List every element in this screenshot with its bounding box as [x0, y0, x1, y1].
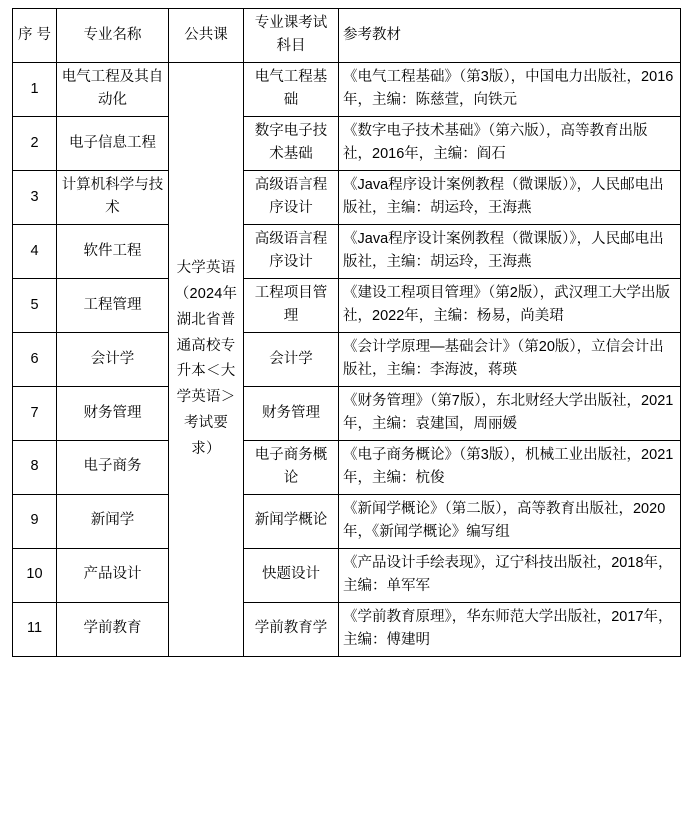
table-row: [13, 440, 681, 494]
cell-textbook: 《Java程序设计案例教程（微课版）》，人民邮电出版社，主编：胡运玲，王海燕: [339, 224, 681, 278]
cell-public-course: 大学英语（2024年湖北省普通高校专升本＜大学英语＞考试要求）: [169, 62, 244, 656]
cell-exam-subject: 电气工程基础: [244, 62, 339, 116]
cell-major-name: 电气工程及其自动化: [57, 62, 169, 116]
cell-exam-subject: 新闻学概论: [244, 494, 339, 548]
cell-major-name: 电子商务: [57, 440, 169, 494]
table-row: [13, 548, 681, 602]
cell-index: 9: [13, 494, 57, 548]
table-row: [13, 386, 681, 440]
column-header-subject: 专业课考试科目: [244, 9, 339, 63]
cell-textbook: 《电气工程基础》（第3版），中国电力出版社，2016年，主编：陈慈萱，向铁元: [339, 62, 681, 116]
cell-exam-subject: 高级语言程序设计: [244, 224, 339, 278]
cell-exam-subject: 数字电子技术基础: [244, 116, 339, 170]
table-header-row: [13, 9, 681, 63]
cell-exam-subject: 快题设计: [244, 548, 339, 602]
majors-exam-subjects-table: [12, 8, 681, 657]
cell-index: 10: [13, 548, 57, 602]
table-row: [13, 224, 681, 278]
cell-textbook: 《财务管理》（第7版），东北财经大学出版社，2021年，主编：袁建国，周丽媛: [339, 386, 681, 440]
cell-textbook: 《会计学原理—基础会计》（第20版），立信会计出版社，主编：李海波，蒋瑛: [339, 332, 681, 386]
cell-exam-subject: 学前教育学: [244, 602, 339, 656]
cell-index: 1: [13, 62, 57, 116]
cell-index: 11: [13, 602, 57, 656]
cell-textbook: 《电子商务概论》（第3版），机械工业出版社，2021年，主编：杭俊: [339, 440, 681, 494]
table-row: [13, 494, 681, 548]
cell-index: 8: [13, 440, 57, 494]
cell-index: 7: [13, 386, 57, 440]
cell-major-name: 财务管理: [57, 386, 169, 440]
column-header-major: 专业名称: [57, 9, 169, 63]
cell-textbook: 《新闻学概论》（第二版），高等教育出版社，2020年，《新闻学概论》编写组: [339, 494, 681, 548]
cell-textbook: 《建设工程项目管理》（第2版），武汉理工大学出版社，2022年，主编：杨易，尚美珺: [339, 278, 681, 332]
table-row: [13, 62, 681, 116]
cell-exam-subject: 财务管理: [244, 386, 339, 440]
cell-index: 5: [13, 278, 57, 332]
column-header-public-course: 公共课: [169, 9, 244, 63]
cell-textbook: 《学前教育原理》，华东师范大学出版社，2017年，主编：傅建明: [339, 602, 681, 656]
column-header-textbook: 参考教材: [339, 9, 681, 63]
cell-textbook: 《产品设计手绘表现》，辽宁科技出版社，2018年，主编：单军军: [339, 548, 681, 602]
cell-major-name: 学前教育: [57, 602, 169, 656]
table-row: [13, 602, 681, 656]
cell-index: 6: [13, 332, 57, 386]
table-body: [13, 62, 681, 656]
cell-exam-subject: 会计学: [244, 332, 339, 386]
cell-exam-subject: 工程项目管理: [244, 278, 339, 332]
table-row: [13, 170, 681, 224]
cell-major-name: 产品设计: [57, 548, 169, 602]
cell-major-name: 新闻学: [57, 494, 169, 548]
cell-textbook: 《Java程序设计案例教程（微课版）》，人民邮电出版社，主编：胡运玲，王海燕: [339, 170, 681, 224]
cell-exam-subject: 电子商务概论: [244, 440, 339, 494]
column-header-index: 序 号: [13, 9, 57, 63]
cell-major-name: 电子信息工程: [57, 116, 169, 170]
cell-major-name: 软件工程: [57, 224, 169, 278]
table-row: [13, 278, 681, 332]
table-row: [13, 332, 681, 386]
cell-major-name: 计算机科学与技术: [57, 170, 169, 224]
cell-index: 4: [13, 224, 57, 278]
table-header: [13, 9, 681, 63]
cell-major-name: 工程管理: [57, 278, 169, 332]
cell-index: 2: [13, 116, 57, 170]
cell-textbook: 《数字电子技术基础》（第六版），高等教育出版社，2016年，主编：阎石: [339, 116, 681, 170]
table-row: [13, 116, 681, 170]
cell-exam-subject: 高级语言程序设计: [244, 170, 339, 224]
cell-major-name: 会计学: [57, 332, 169, 386]
cell-index: 3: [13, 170, 57, 224]
